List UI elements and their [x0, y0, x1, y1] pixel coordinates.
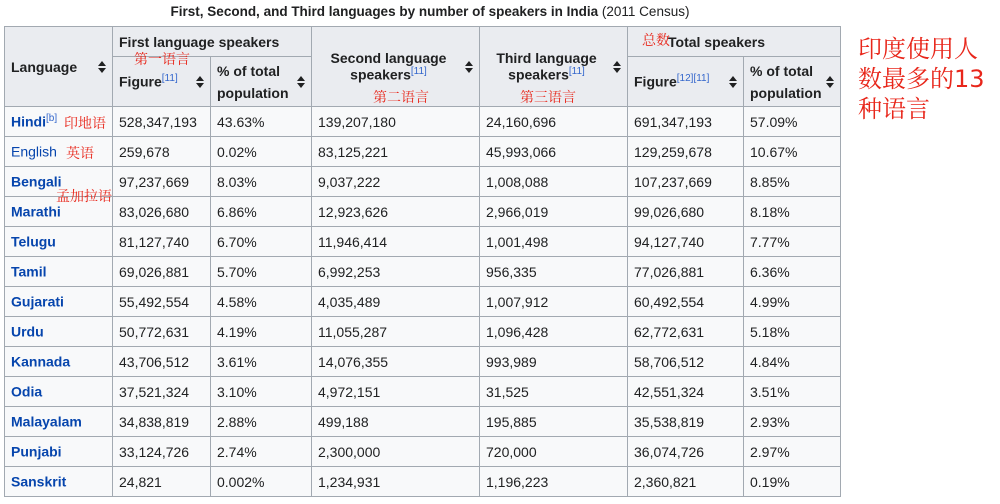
cell-second: 2,300,000	[312, 437, 480, 467]
header-total-pct[interactable]: % of total population	[744, 57, 841, 107]
table-row	[5, 287, 841, 317]
cell-second: 83,125,221	[312, 137, 480, 167]
annotation-total: 总数	[642, 33, 670, 49]
cell-first-figure: 33,124,726	[113, 437, 211, 467]
annotation-second-language: 第二语言	[373, 90, 429, 106]
ref-link[interactable]: [12][11]	[676, 73, 710, 85]
cell-total-pct: 7.77%	[744, 227, 841, 257]
cell-first-pct: 0.002%	[211, 467, 312, 497]
sort-icon[interactable]	[196, 76, 204, 88]
header-first-pct[interactable]: % of total population	[211, 57, 312, 107]
header-third[interactable]: Third language speakers[11]	[480, 27, 628, 107]
cell-total-figure: 107,237,669	[628, 167, 744, 197]
cell-total-figure: 62,772,631	[628, 317, 744, 347]
language-link[interactable]: Telugu	[11, 233, 56, 250]
cell-first-pct: 5.70%	[211, 257, 312, 287]
language-link[interactable]: English	[11, 143, 57, 160]
cell-third: 1,007,912	[480, 287, 628, 317]
sort-icon[interactable]	[826, 76, 834, 88]
ref-link[interactable]: [11]	[161, 73, 178, 85]
cell-total-pct: 8.18%	[744, 197, 841, 227]
caption-census: (2011 Census)	[601, 4, 690, 19]
cell-third: 195,885	[480, 407, 628, 437]
ref-link[interactable]: [11]	[568, 66, 585, 78]
header-row-1	[5, 27, 841, 57]
table-row	[5, 467, 841, 497]
cell-total-figure: 58,706,512	[628, 347, 744, 377]
cell-third: 1,008,088	[480, 167, 628, 197]
cell-third: 720,000	[480, 437, 628, 467]
language-link[interactable]: Gujarati	[11, 293, 64, 310]
sort-icon[interactable]	[613, 61, 621, 73]
cell-language	[5, 467, 113, 497]
annotation-hindi: 印地语	[64, 116, 106, 132]
table-row	[5, 197, 841, 227]
table-row	[5, 137, 841, 167]
cell-first-figure: 81,127,740	[113, 227, 211, 257]
cell-first-figure: 37,521,324	[113, 377, 211, 407]
cell-language	[5, 347, 113, 377]
table-row	[5, 407, 841, 437]
cell-language	[5, 407, 113, 437]
language-link[interactable]: Urdu	[11, 323, 44, 340]
cell-second: 499,188	[312, 407, 480, 437]
language-link[interactable]: Bengali	[11, 173, 62, 190]
annotation-english: 英语	[66, 146, 94, 162]
cell-first-figure: 43,706,512	[113, 347, 211, 377]
cell-first-figure: 83,026,680	[113, 197, 211, 227]
cell-first-pct: 6.70%	[211, 227, 312, 257]
language-link[interactable]: Punjabi	[11, 443, 62, 460]
cell-language	[5, 227, 113, 257]
cell-total-pct: 10.67%	[744, 137, 841, 167]
cell-language	[5, 137, 113, 167]
cell-language	[5, 437, 113, 467]
cell-first-pct: 4.19%	[211, 317, 312, 347]
cell-first-pct: 3.10%	[211, 377, 312, 407]
cell-total-figure: 60,492,554	[628, 287, 744, 317]
language-link[interactable]: Tamil	[11, 263, 47, 280]
sort-icon[interactable]	[297, 76, 305, 88]
cell-first-figure: 55,492,554	[113, 287, 211, 317]
cell-language	[5, 257, 113, 287]
header-first-group: First language speakers	[113, 27, 312, 57]
cell-first-figure: 259,678	[113, 137, 211, 167]
cell-total-figure: 36,074,726	[628, 437, 744, 467]
cell-first-pct: 43.63%	[211, 107, 312, 137]
cell-total-figure: 2,360,821	[628, 467, 744, 497]
cell-total-pct: 0.19%	[744, 467, 841, 497]
cell-first-pct: 0.02%	[211, 137, 312, 167]
header-first-figure[interactable]: Figure[11]	[113, 57, 211, 107]
cell-total-pct: 8.85%	[744, 167, 841, 197]
cell-total-pct: 5.18%	[744, 317, 841, 347]
cell-total-pct: 2.97%	[744, 437, 841, 467]
cell-language	[5, 377, 113, 407]
sort-icon[interactable]	[729, 76, 737, 88]
cell-first-pct: 4.58%	[211, 287, 312, 317]
annotation-side-note: 印度使用人数最多的13种语言	[858, 35, 985, 123]
annotation-third-language: 第三语言	[520, 90, 576, 106]
cell-first-pct: 8.03%	[211, 167, 312, 197]
cell-second: 11,946,414	[312, 227, 480, 257]
sort-icon[interactable]	[98, 61, 106, 73]
table-row	[5, 347, 841, 377]
header-total-group: Total speakers	[628, 27, 841, 57]
cell-total-pct: 3.51%	[744, 377, 841, 407]
cell-third: 24,160,696	[480, 107, 628, 137]
cell-second: 9,037,222	[312, 167, 480, 197]
cell-second: 6,992,253	[312, 257, 480, 287]
cell-third: 2,966,019	[480, 197, 628, 227]
cell-second: 139,207,180	[312, 107, 480, 137]
cell-first-figure: 24,821	[113, 467, 211, 497]
ref-link[interactable]: [11]	[410, 66, 427, 78]
cell-language	[5, 317, 113, 347]
cell-second: 4,972,151	[312, 377, 480, 407]
table-row	[5, 437, 841, 467]
table-body	[5, 107, 841, 497]
cell-first-pct: 2.74%	[211, 437, 312, 467]
cell-second: 12,923,626	[312, 197, 480, 227]
cell-first-figure: 69,026,881	[113, 257, 211, 287]
cell-first-figure: 34,838,819	[113, 407, 211, 437]
table-row	[5, 317, 841, 347]
cell-third: 31,525	[480, 377, 628, 407]
cell-total-pct: 4.84%	[744, 347, 841, 377]
cell-total-pct: 2.93%	[744, 407, 841, 437]
language-link[interactable]: Marathi	[11, 203, 61, 220]
table-row	[5, 167, 841, 197]
sort-icon[interactable]	[465, 61, 473, 73]
cell-first-pct: 3.61%	[211, 347, 312, 377]
cell-first-pct: 6.86%	[211, 197, 312, 227]
cell-total-pct: 4.99%	[744, 287, 841, 317]
table-row	[5, 107, 841, 137]
cell-total-figure: 691,347,193	[628, 107, 744, 137]
cell-third: 993,989	[480, 347, 628, 377]
header-total-figure[interactable]: Figure[12][11]	[628, 57, 744, 107]
annotation-first-language: 第一语言	[134, 52, 190, 68]
cell-third: 1,001,498	[480, 227, 628, 257]
cell-first-pct: 2.88%	[211, 407, 312, 437]
cell-total-pct: 57.09%	[744, 107, 841, 137]
cell-total-figure: 42,551,324	[628, 377, 744, 407]
cell-third: 45,993,066	[480, 137, 628, 167]
language-link[interactable]: Hindi	[11, 113, 46, 130]
ref-link[interactable]: [b]	[46, 113, 58, 125]
header-second[interactable]: Second language speakers[11]	[312, 27, 480, 107]
cell-second: 14,076,355	[312, 347, 480, 377]
cell-first-figure: 97,237,669	[113, 167, 211, 197]
cell-language	[5, 287, 113, 317]
annotation-bengali: 孟加拉语	[56, 189, 112, 205]
language-link[interactable]: Odia	[11, 383, 43, 400]
cell-second: 4,035,489	[312, 287, 480, 317]
cell-first-figure: 50,772,631	[113, 317, 211, 347]
caption-title: First, Second, and Third languages by number of speakers in India	[170, 4, 599, 19]
cell-third: 1,096,428	[480, 317, 628, 347]
language-link[interactable]: Malayalam	[11, 413, 82, 430]
language-link[interactable]: Sanskrit	[11, 473, 67, 490]
cell-third: 1,196,223	[480, 467, 628, 497]
cell-total-figure: 129,259,678	[628, 137, 744, 167]
table-row	[5, 257, 841, 287]
cell-first-figure: 528,347,193	[113, 107, 211, 137]
cell-total-figure: 99,026,680	[628, 197, 744, 227]
header-language[interactable]: Language	[5, 27, 113, 107]
cell-total-figure: 35,538,819	[628, 407, 744, 437]
cell-total-figure: 94,127,740	[628, 227, 744, 257]
table-row	[5, 227, 841, 257]
cell-second: 11,055,287	[312, 317, 480, 347]
cell-total-figure: 77,026,881	[628, 257, 744, 287]
cell-third: 956,335	[480, 257, 628, 287]
language-link[interactable]: Kannada	[11, 353, 71, 370]
cell-total-pct: 6.36%	[744, 257, 841, 287]
cell-second: 1,234,931	[312, 467, 480, 497]
table-row	[5, 377, 841, 407]
table-caption	[0, 4, 860, 19]
